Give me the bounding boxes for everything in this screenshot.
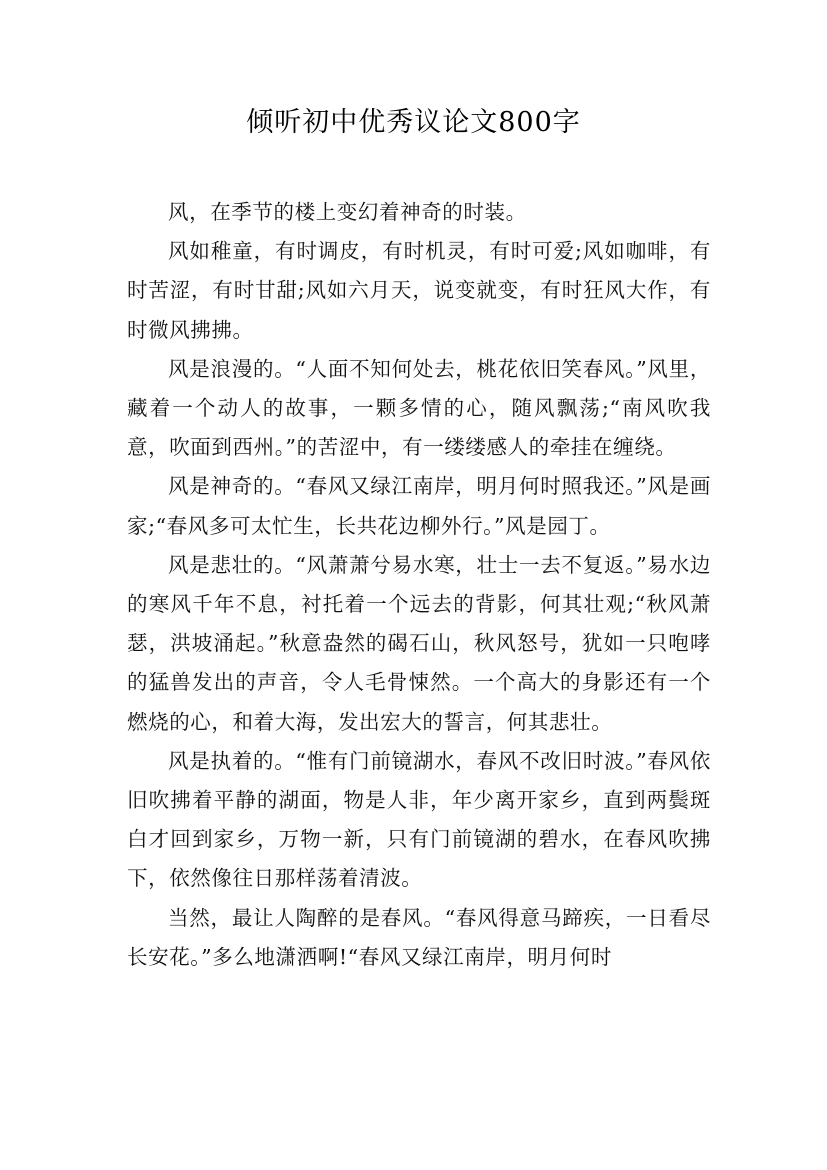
paragraph: 当然，最让人陶醉的是春风。“春风得意马蹄疾，一日看尽长安花。”多么地潇洒啊!“春风又绿江南岸，明月何时: [127, 905, 711, 969]
paragraph: 风是悲壮的。“风萧萧兮易水寒，壮士一去不复返。”易水边的寒风千年不息，衬托着一个远去的背影，何其壮观;“秋风萧瑟，洪坡涌起。”秋意盎然的碣石山，秋风怒号，犹如一只咆哮的猛兽发出的声音，令人毛骨悚然。一个高大的身影还有一个燃烧的心，和着大海，发出宏大的誓言，何其悲壮。: [127, 552, 711, 734]
paragraph: 风，在季节的楼上变幻着神奇的时装。: [168, 200, 527, 224]
document-body: [127, 193, 711, 977]
document-title: 倾听初中优秀议论文800字: [246, 107, 581, 138]
paragraph: 风是执着的。“惟有门前镜湖水，春风不改旧时波。”春风依旧吹拂着平静的湖面，物是人非，年少离开家乡，直到两鬓斑白才回到家乡，万物一新，只有门前镜湖的碧水，在春风吹拂下，依然像往日那样荡着清波。: [127, 748, 711, 891]
paragraph: 风是浪漫的。“人面不知何处去，桃花依旧笑春风。”风里，藏着一个动人的故事，一颗多情的心，随风飘荡;“南风吹我意，吹面到西州。”的苦涩中，有一缕缕感人的牵挂在缠绕。: [127, 356, 711, 460]
paragraph: 风是神奇的。“春风又绿江南岸，明月何时照我还。”风是画家;“春风多可太忙生，长共花边柳外行。”风是园丁。: [127, 474, 711, 538]
paragraph: 风如稚童，有时调皮，有时机灵，有时可爱;风如咖啡，有时苦涩，有时甘甜;风如六月天，说变就变，有时狂风大作，有时微风拂拂。: [127, 239, 711, 342]
